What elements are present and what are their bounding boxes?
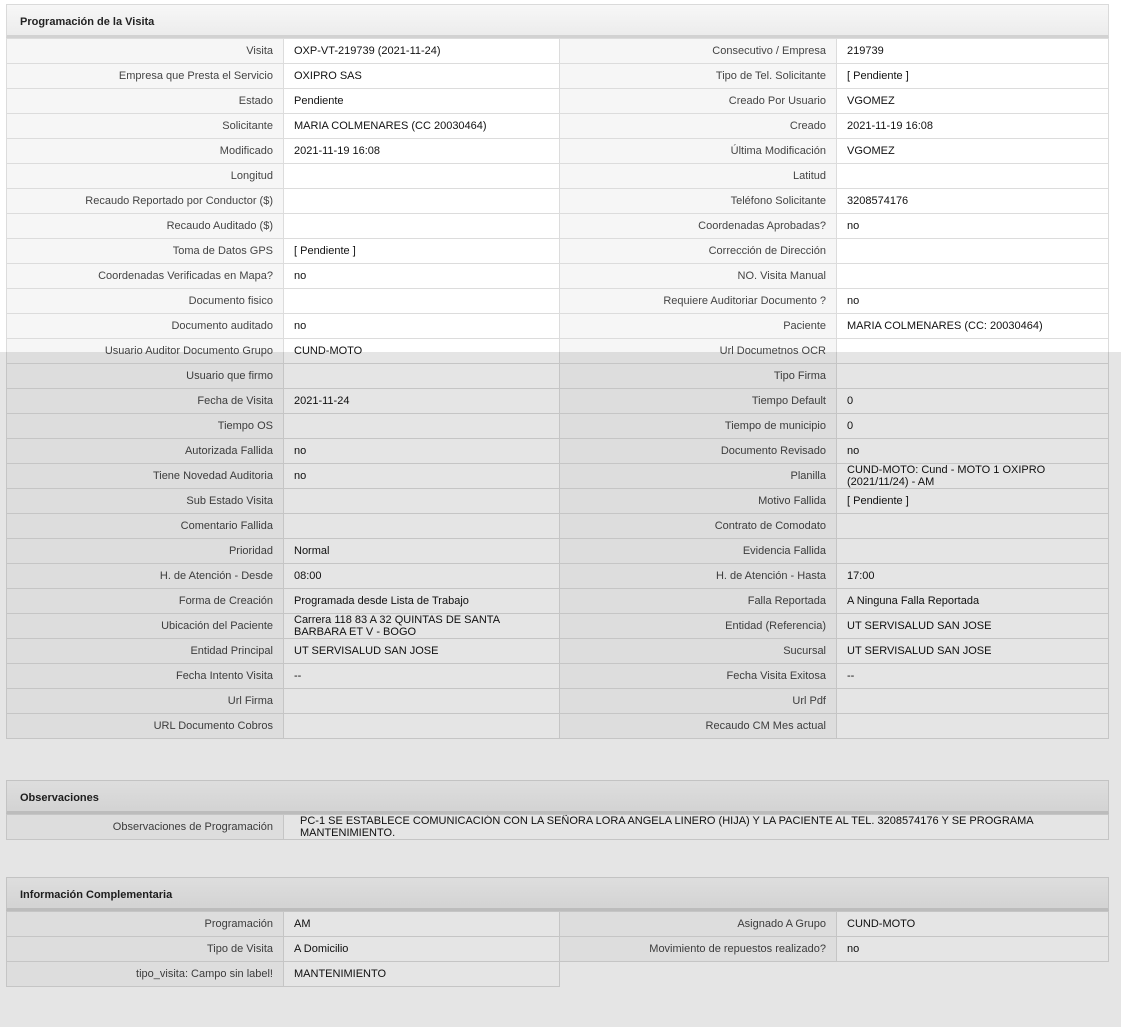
field-label: Sub Estado Visita xyxy=(7,489,284,514)
programacion-table xyxy=(6,38,1109,739)
field-value: 2021-11-19 16:08 xyxy=(284,139,560,164)
field-value: Normal xyxy=(284,539,560,564)
table-row xyxy=(7,639,1109,664)
table-row xyxy=(7,164,1109,189)
observaciones-section xyxy=(6,780,1109,840)
field-value xyxy=(284,689,560,714)
field-value: AM xyxy=(284,912,560,937)
field-value: no xyxy=(284,464,560,489)
field-label: Coordenadas Verificadas en Mapa? xyxy=(7,264,284,289)
field-value: Programada desde Lista de Trabajo xyxy=(284,589,560,614)
table-row xyxy=(7,314,1109,339)
empty-cell xyxy=(837,962,1109,987)
field-label: Falla Reportada xyxy=(560,589,837,614)
field-label: Documento fisico xyxy=(7,289,284,314)
table-row xyxy=(7,514,1109,539)
field-value: [ Pendiente ] xyxy=(837,489,1109,514)
field-value: VGOMEZ xyxy=(837,139,1109,164)
field-label: Fecha Intento Visita xyxy=(7,664,284,689)
field-value xyxy=(284,289,560,314)
table-row xyxy=(7,289,1109,314)
field-label: Latitud xyxy=(560,164,837,189)
table-row xyxy=(7,439,1109,464)
field-label: Recaudo Auditado ($) xyxy=(7,214,284,239)
field-label: Tipo de Tel. Solicitante xyxy=(560,64,837,89)
table-row xyxy=(7,489,1109,514)
complementaria-section xyxy=(6,877,1109,987)
field-value: CUND-MOTO: Cund - MOTO 1 OXIPRO (2021/11/24) - AM xyxy=(837,464,1109,489)
table-row xyxy=(7,114,1109,139)
field-label: Corrección de Dirección xyxy=(560,239,837,264)
field-value: 2021-11-19 16:08 xyxy=(837,114,1109,139)
field-label: Usuario Auditor Documento Grupo xyxy=(7,339,284,364)
field-label: Recaudo Reportado por Conductor ($) xyxy=(7,189,284,214)
field-label: Longitud xyxy=(7,164,284,189)
table-row xyxy=(7,264,1109,289)
table-row xyxy=(7,189,1109,214)
field-value: 0 xyxy=(837,414,1109,439)
table-row xyxy=(7,39,1109,64)
field-label: Tiempo de municipio xyxy=(560,414,837,439)
field-label: Entidad (Referencia) xyxy=(560,614,837,639)
field-label: Evidencia Fallida xyxy=(560,539,837,564)
observaciones-title: Observaciones xyxy=(6,780,1109,814)
table-row xyxy=(7,339,1109,364)
field-value: no xyxy=(284,264,560,289)
table-row xyxy=(7,239,1109,264)
field-value xyxy=(837,689,1109,714)
field-value xyxy=(837,714,1109,739)
field-value: no xyxy=(837,439,1109,464)
field-value: no xyxy=(837,289,1109,314)
field-value: 2021-11-24 xyxy=(284,389,560,414)
table-row xyxy=(7,937,1109,962)
table-row xyxy=(7,539,1109,564)
table-row xyxy=(7,414,1109,439)
table-row xyxy=(7,389,1109,414)
field-label: NO. Visita Manual xyxy=(560,264,837,289)
field-value xyxy=(284,164,560,189)
field-value: UT SERVISALUD SAN JOSE xyxy=(837,614,1109,639)
table-row xyxy=(7,364,1109,389)
field-label: tipo_visita: Campo sin label! xyxy=(7,962,284,987)
field-value: no xyxy=(284,314,560,339)
field-label: Recaudo CM Mes actual xyxy=(560,714,837,739)
field-value: MANTENIMIENTO xyxy=(284,962,560,987)
field-label: Usuario que firmo xyxy=(7,364,284,389)
field-label: Fecha Visita Exitosa xyxy=(560,664,837,689)
table-row xyxy=(7,815,1109,840)
field-label: Forma de Creación xyxy=(7,589,284,614)
field-label: H. de Atención - Hasta xyxy=(560,564,837,589)
table-row xyxy=(7,912,1109,937)
field-value: UT SERVISALUD SAN JOSE xyxy=(837,639,1109,664)
programacion-section xyxy=(6,4,1109,739)
field-label: Estado xyxy=(7,89,284,114)
field-value xyxy=(837,239,1109,264)
field-label: Planilla xyxy=(560,464,837,489)
field-value xyxy=(837,339,1109,364)
field-value xyxy=(284,414,560,439)
table-row xyxy=(7,214,1109,239)
field-label: Tipo Firma xyxy=(560,364,837,389)
table-row xyxy=(7,89,1109,114)
complementaria-title: Información Complementaria xyxy=(6,877,1109,911)
field-label: Coordenadas Aprobadas? xyxy=(560,214,837,239)
field-value: A Domicilio xyxy=(284,937,560,962)
field-value: VGOMEZ xyxy=(837,89,1109,114)
field-label: URL Documento Cobros xyxy=(7,714,284,739)
table-row xyxy=(7,564,1109,589)
field-value: -- xyxy=(837,664,1109,689)
field-label: Empresa que Presta el Servicio xyxy=(7,64,284,89)
field-value: OXIPRO SAS xyxy=(284,64,560,89)
field-value: no xyxy=(284,439,560,464)
field-label: Fecha de Visita xyxy=(7,389,284,414)
observaciones-table xyxy=(6,814,1109,840)
field-label: Solicitante xyxy=(7,114,284,139)
field-label: Tipo de Visita xyxy=(7,937,284,962)
table-row xyxy=(7,664,1109,689)
field-label: Tiempo OS xyxy=(7,414,284,439)
field-label: Contrato de Comodato xyxy=(560,514,837,539)
field-label: Motivo Fallida xyxy=(560,489,837,514)
field-value: MARIA COLMENARES (CC 20030464) xyxy=(284,114,560,139)
field-label: Tiene Novedad Auditoria xyxy=(7,464,284,489)
field-value: Pendiente xyxy=(284,89,560,114)
field-value xyxy=(837,264,1109,289)
field-label: Entidad Principal xyxy=(7,639,284,664)
table-row xyxy=(7,64,1109,89)
field-label: Requiere Auditoriar Documento ? xyxy=(560,289,837,314)
field-value: Carrera 118 83 A 32 QUINTAS DE SANTA BARBARA ET V - BOGO xyxy=(284,614,560,639)
field-value: no xyxy=(837,937,1109,962)
field-value xyxy=(837,164,1109,189)
field-label: Prioridad xyxy=(7,539,284,564)
field-label: Teléfono Solicitante xyxy=(560,189,837,214)
field-label: Autorizada Fallida xyxy=(7,439,284,464)
field-value: 08:00 xyxy=(284,564,560,589)
programacion-title: Programación de la Visita xyxy=(6,4,1109,38)
field-label: Documento Revisado xyxy=(560,439,837,464)
field-label: Modificado xyxy=(7,139,284,164)
field-value xyxy=(284,214,560,239)
field-label: Ubicación del Paciente xyxy=(7,614,284,639)
field-label: Toma de Datos GPS xyxy=(7,239,284,264)
field-value xyxy=(837,539,1109,564)
field-label: Url Documetnos OCR xyxy=(560,339,837,364)
field-value: [ Pendiente ] xyxy=(837,64,1109,89)
table-row xyxy=(7,689,1109,714)
field-label: Paciente xyxy=(560,314,837,339)
field-value xyxy=(284,714,560,739)
field-value: OXP-VT-219739 (2021-11-24) xyxy=(284,39,560,64)
empty-cell xyxy=(560,962,837,987)
field-value: UT SERVISALUD SAN JOSE xyxy=(284,639,560,664)
field-value: -- xyxy=(284,664,560,689)
field-value: MARIA COLMENARES (CC: 20030464) xyxy=(837,314,1109,339)
field-label: Url Firma xyxy=(7,689,284,714)
field-label: Creado Por Usuario xyxy=(560,89,837,114)
field-label: Tiempo Default xyxy=(560,389,837,414)
field-value: 219739 xyxy=(837,39,1109,64)
table-row xyxy=(7,464,1109,489)
field-value: [ Pendiente ] xyxy=(284,239,560,264)
field-value xyxy=(284,489,560,514)
field-label: Url Pdf xyxy=(560,689,837,714)
table-row xyxy=(7,614,1109,639)
field-label: Asignado A Grupo xyxy=(560,912,837,937)
field-label: Comentario Fallida xyxy=(7,514,284,539)
field-label: Sucursal xyxy=(560,639,837,664)
field-value xyxy=(837,364,1109,389)
complementaria-table xyxy=(6,911,1109,987)
field-label: H. de Atención - Desde xyxy=(7,564,284,589)
table-row xyxy=(7,589,1109,614)
field-value xyxy=(837,514,1109,539)
table-row xyxy=(7,139,1109,164)
observaciones-value: PC-1 SE ESTABLECE COMUNICACIÓN CON LA SEÑORA LORA ANGELA LINERO (HIJA) Y LA PACIENTE AL TEL. 3208574176 Y SE PROGRAMA MANTENIMIENTO. xyxy=(284,815,1109,840)
field-value: 3208574176 xyxy=(837,189,1109,214)
table-row xyxy=(7,714,1109,739)
field-label: Visita xyxy=(7,39,284,64)
field-label: Consecutivo / Empresa xyxy=(560,39,837,64)
field-value: CUND-MOTO xyxy=(837,912,1109,937)
field-label: Programación xyxy=(7,912,284,937)
observaciones-label: Observaciones de Programación xyxy=(7,815,284,840)
field-value: CUND-MOTO xyxy=(284,339,560,364)
field-value xyxy=(284,514,560,539)
field-label: Movimiento de repuestos realizado? xyxy=(560,937,837,962)
field-label: Última Modificación xyxy=(560,139,837,164)
field-label: Documento auditado xyxy=(7,314,284,339)
field-value: A Ninguna Falla Reportada xyxy=(837,589,1109,614)
field-value: 0 xyxy=(837,389,1109,414)
field-value: no xyxy=(837,214,1109,239)
field-value: 17:00 xyxy=(837,564,1109,589)
field-label: Creado xyxy=(560,114,837,139)
field-value xyxy=(284,364,560,389)
field-value xyxy=(284,189,560,214)
table-row xyxy=(7,962,1109,987)
